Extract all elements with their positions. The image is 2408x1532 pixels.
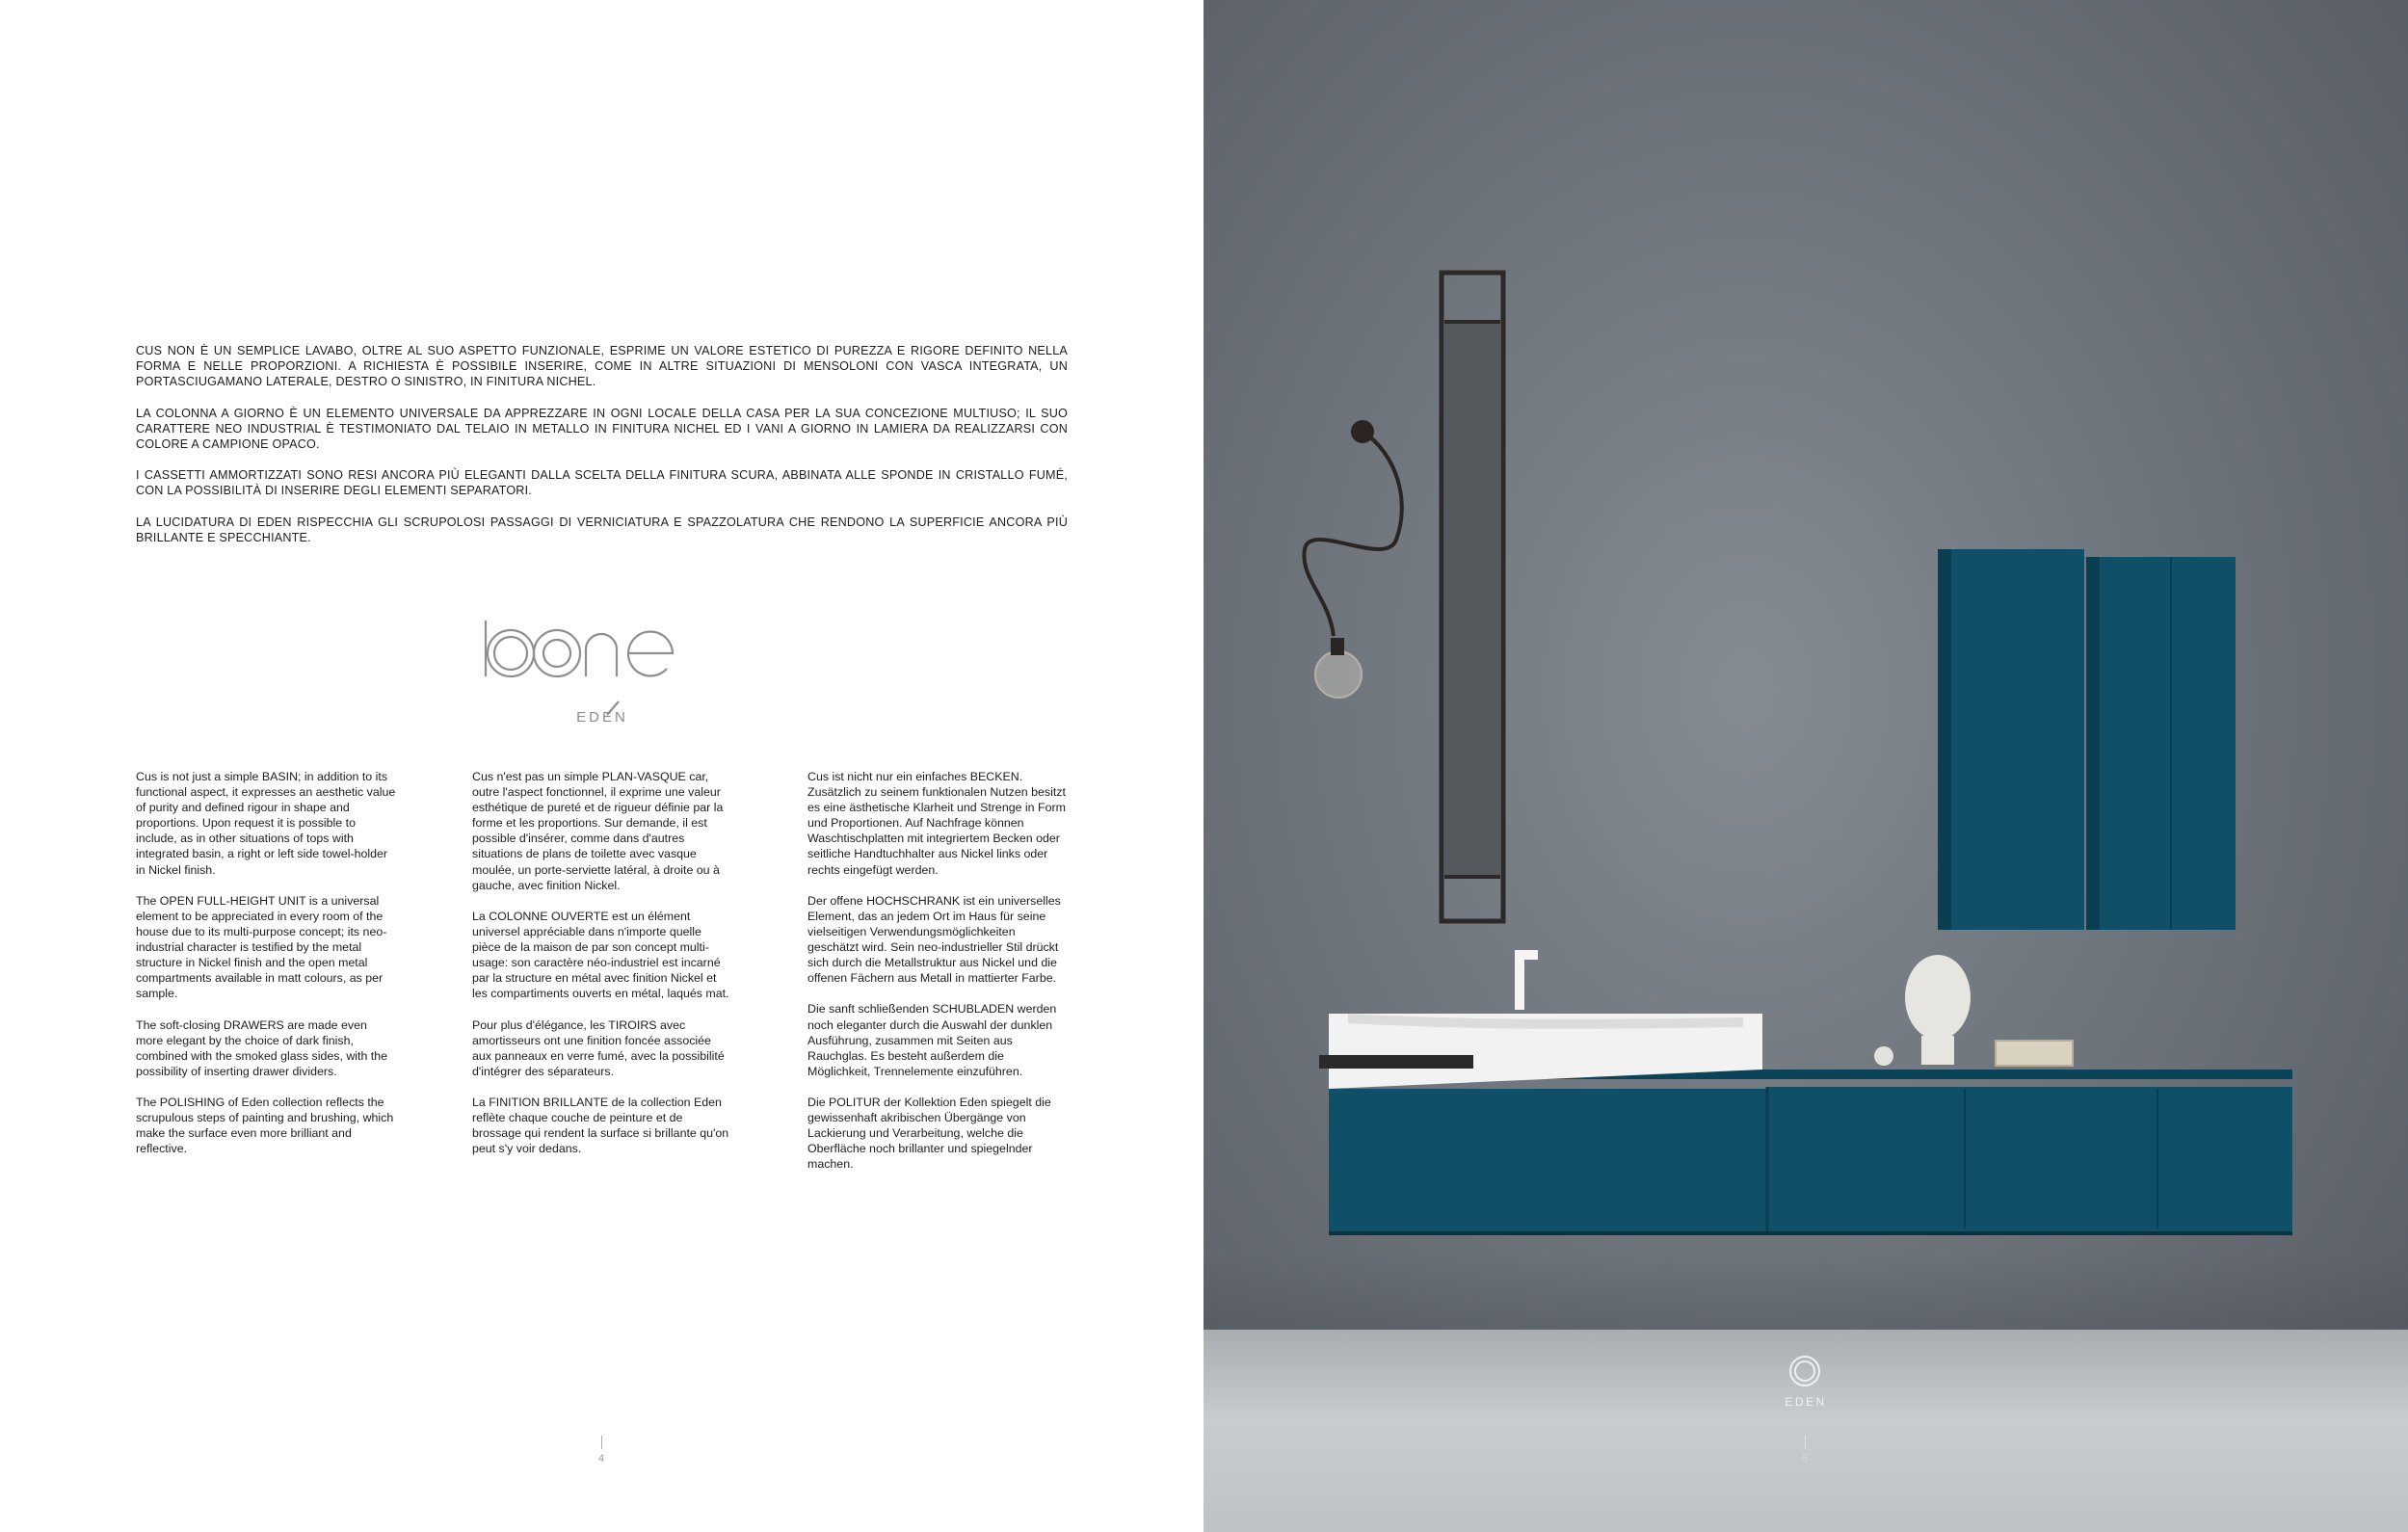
- english-paragraph: The POLISHING of Eden collection reflects the scrupulous steps of painting and brushing, which make the surface even more brilliant and reflective.: [136, 1095, 394, 1156]
- french-column: [472, 769, 732, 1172]
- vanity: [1329, 1070, 2292, 1235]
- german-paragraph: Die POLITUR der Kollektion Eden spiegelt die gewissenhaft akribischen Übergänge von Lackierung und Verarbeitung, welche die Oberfläche noch brillanter und spiegelnder machen.: [807, 1095, 1051, 1172]
- french-paragraph: Pour plus d'élégance, les TIROIRS avec amortisseurs ont une finition foncée associée aux panneaux en verre fumé, avec la possibilité d'intégrer des séparateurs.: [472, 1017, 725, 1078]
- french-paragraph: La FINITION BRILLANTE de la collection Eden reflète chaque couche de peinture et de brossage qui rendent la surface si brillante qu'on peut s'y voir dedans.: [472, 1095, 729, 1156]
- wall-lamp: [1304, 422, 1401, 698]
- bathroom-scene: [1204, 0, 2408, 1532]
- english-paragraph: The soft-closing DRAWERS are made even more elegant by the choice of dark finish, combined with the smoked glass sides, with the possibility of inserting drawer dividers.: [136, 1017, 388, 1078]
- eden-brand-icon: [1790, 1357, 1819, 1386]
- german-paragraph: Cus ist nicht nur ein einfaches BECKEN. Zusätzlich zu seinem funktionalen Nutzen besitzt es eine ästhetische Klarheit und Strenge in Form und Proportionen. Auf Nachfrage können Waschtischplatten mit integriertem Becken oder seitliche Handtuchhalter aus Nickel links oder rechts eingefügt werden.: [807, 770, 1066, 877]
- page-number-divider: [1805, 1436, 1806, 1449]
- brand-mark: [1782, 1393, 1830, 1409]
- english-paragraph: Cus is not just a simple BASIN; in addition to its functional aspect, it expresses an aesthetic value of purity and defined rigour in shape and proportions. Upon request it is possible to include, as in other situations of tops with integrated basin, a right or left side towel-holder in Nickel finish.: [136, 770, 396, 877]
- italian-paragraph: LA COLONNA A GIORNO È UN ELEMENTO UNIVERSALE DA APPREZZARE IN OGNI LOCALE DELLA CASA PER LA SUA CONCEZIONE MULTIUSO; IL SUO CARATTERE NEO INDUSTRIAL È TESTIMONIATO DAL TELAIO IN METALLO IN FINITURA NICHEL ED I VANI A GIORNO IN LAMIERA DA REALIZZARSI CON COLORE A CAMPIONE OPACO.: [136, 406, 1068, 452]
- page-number-text: 5: [1801, 1453, 1809, 1465]
- decor: [1874, 955, 2073, 1066]
- english-paragraph: The OPEN FULL-HEIGHT UNIT is a universal element to be appreciated in every room of the house due to its multi-purpose concept; its neo-industrial character is testified by the metal structure in Nickel finish and the open metal compartments available in matt colours, as per sample.: [136, 893, 387, 1001]
- french-paragraph: La COLONNE OUVERTE est un élément universel appréciable dans n'importe quelle pièce de la maison de par son concept multi-usage: son caractère néo-industriel est incarné par la structure en métal avec finition Nickel et les compartiments ouverts en métal, laqués mat.: [472, 909, 729, 1001]
- english-column: [136, 769, 396, 1172]
- german-paragraph: Die sanft schließenden SCHUBLADEN werden noch eleganter durch die Auswahl der dunklen Ausführung, zusammen mit Seiten aus Rauchglas. Es besteht außerdem die Möglichkeit, Trennelemente einzuführen.: [807, 1002, 1057, 1078]
- italian-paragraph: I CASSETTI AMMORTIZZATI SONO RESI ANCORA PIÙ ELEGANTI DALLA SCELTA DELLA FINITURA SCURA, ABBINATA ALLE SPONDE IN CRISTALLO FUMÉ, CON LA POSSIBILITÀ DI INSERIRE DEGLI ELEMENTI SEPARATORI.: [136, 468, 1068, 498]
- page-number-text: 4: [597, 1453, 605, 1465]
- page-number-divider: [601, 1436, 602, 1449]
- mirror: [1442, 273, 1503, 921]
- page-number-right: [1795, 1436, 1814, 1465]
- brand-label: EDEN: [1785, 1395, 1827, 1409]
- italian-paragraph: CUS NON È UN SEMPLICE LAVABO, OLTRE AL SUO ASPETTO FUNZIONALE, ESPRIME UN VALORE ESTETICO DI PUREZZA E RIGORE DEFINITO NELLA FORMA E NELLE PROPORZIONI. A RICHIESTA È POSSIBILE INSERIRE, COME IN ALTRE SITUAZIONI DI MENSOLONI CON VASCA INTEGRATA, UN PORTASCIUGAMANO LATERALE, DESTRO O SINISTRO, IN FINITURA NICHEL.: [136, 344, 1068, 389]
- wall-cabinets: [1938, 549, 2236, 930]
- basin: [1319, 950, 1762, 1089]
- french-paragraph: Cus n'est pas un simple PLAN-VASQUE car, outre l'aspect fonctionnel, il exprime une valeur esthétique de pureté et de rigueur définie par la forme et les proportions. Sur demande, il est possible d'insérer, comme dans d'autres situations de plans de toilette avec vasque moulée, un porte-serviette latéral, à droite ou à gauche, avec finition Nickel.: [472, 770, 724, 892]
- italian-description: [136, 343, 1068, 561]
- logo-collection-name: EDEN: [576, 709, 628, 726]
- italian-paragraph: LA LUCIDATURA DI EDEN RISPECCHIA GLI SCRUPOLOSI PASSAGGI DI VERNICIATURA E SPAZZOLATURA CHE RENDONO LA SUPERFICIE ANCORA PIÙ BRILLANTE E SPECCHIANTE.: [136, 515, 1068, 544]
- german-column: [807, 769, 1068, 1188]
- product-photo: [1204, 0, 2408, 1532]
- german-paragraph: Der offene HOCHSCHRANK ist ein universelles Element, das an jedem Ort im Haus für seine vielseitigen Verwendungsmöglichkeiten geschätzt wird. Sein neo-industrieller Stil drückt sich durch die Metallstruktur aus Nickel und die offenen Fächern aus Metall in mattierter Farbe.: [807, 893, 1061, 986]
- page-number-left: [592, 1436, 611, 1465]
